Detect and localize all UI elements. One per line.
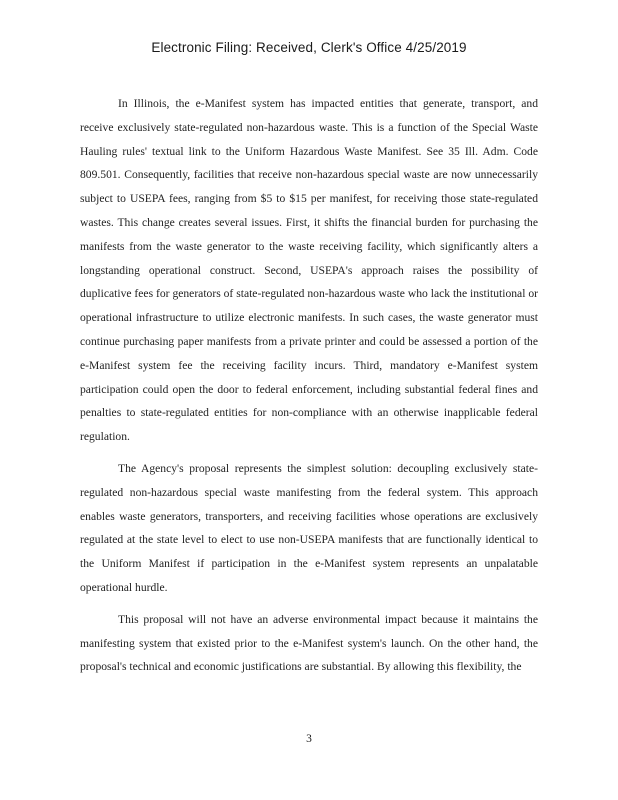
document-body [80, 92, 538, 687]
filing-stamp-header: Electronic Filing: Received, Clerk's Office 4/25/2019 [151, 40, 467, 55]
paragraph-environmental-impact: This proposal will not have an adverse environmental impact because it maintains the manifesting system that existed prior to the e-Manifest system's launch. On the other hand, the proposal's technical and economic justifications are substantial. By allowing this flexibility, the [80, 612, 538, 674]
paragraph-agency-proposal: The Agency's proposal represents the simplest solution: decoupling exclusively state-regulated non-hazardous special waste manifesting from the federal system. This approach enables waste generators, transporters, and receiving facilities whose operations are exclusively regulated at the state level to elect to use non-USEPA manifests that are functionally identical to the Uniform Manifest if participation in the e-Manifest system represents an unpalatable operational hurdle. [80, 461, 538, 594]
page-number: 3 [306, 733, 312, 745]
paragraph-e-manifest-impact: In Illinois, the e-Manifest system has impacted entities that generate, transport, and receive exclusively state-regulated non-hazardous waste. This is a function of the Special Waste Hauling rules' textual link to the Uniform Hazardous Waste Manifest. See 35 Ill. Adm. Code 809.501. Consequently, facilities that receive non-hazardous special waste are now unnecessarily subject to USEPA fees, ranging from $5 to $15 per manifest, for receiving those state-regulated wastes. This change creates several issues. First, it shifts the financial burden for purchasing the manifests from the waste generator to the waste receiving facility, which significantly alters a longstanding operational construct. Second, USEPA's approach raises the possibility of duplicative fees for generators of state-regulated non-hazardous waste who lack the institutional or operational infrastructure to utilize electronic manifests. In such cases, the waste generator must continue purchasing paper manifests from a private printer and could be assessed a portion of the e-Manifest system fee the receiving facility incurs. Third, mandatory e-Manifest system participation could open the door to federal enforcement, including substantial federal fines and penalties to state-regulated entities for non-compliance with an otherwise inapplicable federal regulation. [80, 97, 538, 444]
